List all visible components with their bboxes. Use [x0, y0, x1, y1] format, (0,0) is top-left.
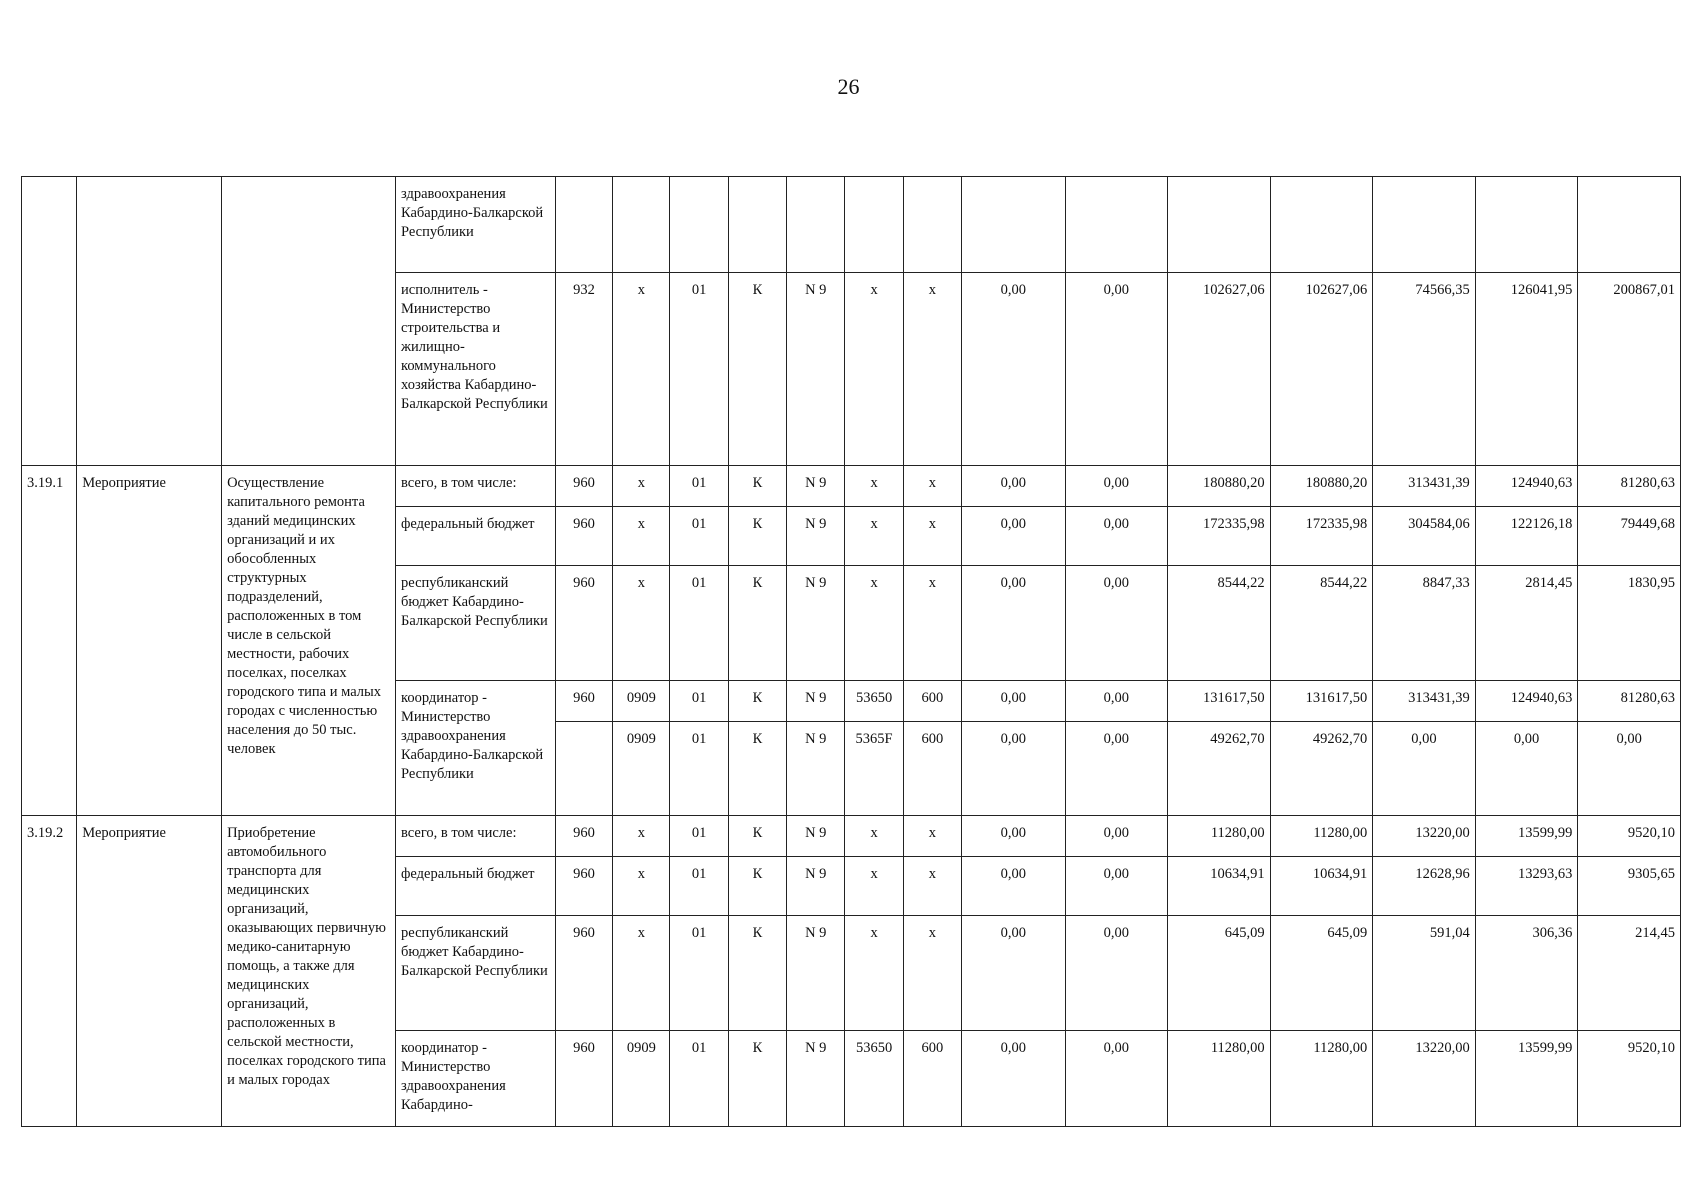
item-type: Мероприятие — [77, 466, 222, 816]
value-cell: 13220,00 — [1373, 1031, 1476, 1127]
code-cell: 960 — [555, 466, 612, 507]
responsible-cell: здравоохранения Кабардино-Балкарской Республики — [396, 177, 556, 273]
value-cell: 124940,63 — [1475, 466, 1578, 507]
value-cell: 0,00 — [1065, 857, 1168, 916]
code-cell: К — [728, 273, 786, 466]
code-cell: x — [845, 507, 903, 566]
code-cell: 01 — [670, 507, 728, 566]
value-cell: 49262,70 — [1168, 722, 1271, 816]
value-cell: 1830,95 — [1578, 566, 1681, 681]
responsible-cell: исполнитель - Министерство строительства и жилищно-коммунального хозяйства Кабардино-Балкарской Республики — [396, 273, 556, 466]
code-cell: x — [903, 507, 961, 566]
code-cell: 932 — [555, 273, 612, 466]
value-cell: 12628,96 — [1373, 857, 1476, 916]
code-cell: N 9 — [787, 816, 845, 857]
code-cell: N 9 — [787, 916, 845, 1031]
value-cell: 9520,10 — [1578, 1031, 1681, 1127]
value-cell: 13220,00 — [1373, 816, 1476, 857]
code-cell: 960 — [555, 681, 612, 722]
value-cell: 122126,18 — [1475, 507, 1578, 566]
value-cell: 0,00 — [1065, 816, 1168, 857]
code-cell: 53650 — [845, 1031, 903, 1127]
code-cell: x — [845, 273, 903, 466]
value-cell: 0,00 — [1065, 273, 1168, 466]
code-cell: x — [613, 566, 670, 681]
item-number: 3.19.2 — [22, 816, 77, 1127]
code-cell: x — [845, 916, 903, 1031]
code-cell: x — [903, 466, 961, 507]
value-cell: 645,09 — [1270, 916, 1373, 1031]
code-cell: 01 — [670, 273, 728, 466]
value-cell: 0,00 — [962, 722, 1066, 816]
value-cell: 645,09 — [1168, 916, 1271, 1031]
value-cell: 11280,00 — [1270, 816, 1373, 857]
code-cell: x — [845, 566, 903, 681]
value-cell: 304584,06 — [1373, 507, 1476, 566]
name-cell — [222, 177, 396, 466]
code-cell: 01 — [670, 681, 728, 722]
code-cell: x — [845, 816, 903, 857]
code-cell: 01 — [670, 857, 728, 916]
code-cell: x — [613, 273, 670, 466]
value-cell: 0,00 — [962, 273, 1066, 466]
value-cell: 13599,99 — [1475, 1031, 1578, 1127]
value-cell: 8544,22 — [1270, 566, 1373, 681]
code-cell: 01 — [670, 466, 728, 507]
value-cell: 0,00 — [1065, 507, 1168, 566]
value-cell: 11280,00 — [1168, 1031, 1271, 1127]
value-cell: 131617,50 — [1168, 681, 1271, 722]
value-cell: 8847,33 — [1373, 566, 1476, 681]
value-cell: 0,00 — [1578, 722, 1681, 816]
code-cell: x — [845, 857, 903, 916]
value-cell: 0,00 — [962, 1031, 1066, 1127]
value-cell: 200867,01 — [1578, 273, 1681, 466]
item-number: 3.19.1 — [22, 466, 77, 816]
value-cell: 313431,39 — [1373, 466, 1476, 507]
value-cell: 8544,22 — [1168, 566, 1271, 681]
code-cell: 0909 — [613, 722, 670, 816]
code-cell: 0909 — [613, 681, 670, 722]
code-cell: К — [728, 916, 786, 1031]
value-cell: 172335,98 — [1168, 507, 1271, 566]
value-cell: 0,00 — [962, 816, 1066, 857]
responsible-cell: всего, в том числе: — [396, 816, 556, 857]
value-cell: 10634,91 — [1270, 857, 1373, 916]
code-cell: N 9 — [787, 507, 845, 566]
value-cell: 180880,20 — [1270, 466, 1373, 507]
code-cell: N 9 — [787, 466, 845, 507]
code-cell: 960 — [555, 1031, 612, 1127]
value-cell: 591,04 — [1373, 916, 1476, 1031]
value-cell: 11280,00 — [1270, 1031, 1373, 1127]
code-cell: К — [728, 566, 786, 681]
code-cell: К — [728, 857, 786, 916]
code-cell: x — [613, 466, 670, 507]
code-cell: 960 — [555, 816, 612, 857]
value-cell: 2814,45 — [1475, 566, 1578, 681]
responsible-cell: федеральный бюджет — [396, 857, 556, 916]
code-cell: 960 — [555, 566, 612, 681]
code-cell: x — [613, 916, 670, 1031]
code-cell: К — [728, 507, 786, 566]
value-cell: 0,00 — [962, 681, 1066, 722]
code-cell: N 9 — [787, 273, 845, 466]
value-cell: 10634,91 — [1168, 857, 1271, 916]
value-cell: 74566,35 — [1373, 273, 1476, 466]
code-cell: x — [613, 857, 670, 916]
value-cell: 0,00 — [1065, 566, 1168, 681]
value-cell: 126041,95 — [1475, 273, 1578, 466]
value-cell: 124940,63 — [1475, 681, 1578, 722]
code-cell: 5365F — [845, 722, 903, 816]
responsible-cell: республиканский бюджет Кабардино-Балкарской Республики — [396, 566, 556, 681]
code-cell: x — [845, 466, 903, 507]
value-cell: 81280,63 — [1578, 466, 1681, 507]
code-cell: x — [613, 507, 670, 566]
value-cell: 49262,70 — [1270, 722, 1373, 816]
code-cell: x — [613, 816, 670, 857]
value-cell: 79449,68 — [1578, 507, 1681, 566]
page-number: 26 — [837, 74, 860, 99]
table-row — [22, 466, 1681, 507]
type-cell — [77, 177, 222, 466]
value-cell: 0,00 — [962, 857, 1066, 916]
item-name: Приобретение автомобильного транспорта для медицинских организаций, оказывающих первичную медико-санитарную помощь, а также для медицинских организаций, расположенных в сельской местности, поселках городского типа и малых городах — [222, 816, 396, 1127]
code-cell: 600 — [903, 681, 961, 722]
value-cell: 0,00 — [1065, 1031, 1168, 1127]
value-cell: 13599,99 — [1475, 816, 1578, 857]
code-cell: 960 — [555, 916, 612, 1031]
responsible-cell: республиканский бюджет Кабардино-Балкарской Республики — [396, 916, 556, 1031]
value-cell: 0,00 — [962, 466, 1066, 507]
code-cell: К — [728, 816, 786, 857]
value-cell: 172335,98 — [1270, 507, 1373, 566]
value-cell: 180880,20 — [1168, 466, 1271, 507]
item-type: Мероприятие — [77, 816, 222, 1127]
code-cell: 960 — [555, 507, 612, 566]
code-cell: x — [903, 916, 961, 1031]
code-cell: N 9 — [787, 566, 845, 681]
value-cell: 131617,50 — [1270, 681, 1373, 722]
value-cell: 306,36 — [1475, 916, 1578, 1031]
code-cell: 01 — [670, 722, 728, 816]
value-cell: 0,00 — [1065, 681, 1168, 722]
code-cell: К — [728, 722, 786, 816]
responsible-cell: всего, в том числе: — [396, 466, 556, 507]
code-cell: К — [728, 466, 786, 507]
code-cell: N 9 — [787, 722, 845, 816]
responsible-cell: федеральный бюджет — [396, 507, 556, 566]
value-cell: 13293,63 — [1475, 857, 1578, 916]
item-name: Осуществление капитального ремонта зданий медицинских организаций и их обособленных структурных подразделений, расположенных в том числе в сельской местности, рабочих поселках, поселках городского типа и малых городах с численностью населения до 50 тыс. человек — [222, 466, 396, 816]
code-cell: К — [728, 681, 786, 722]
code-cell: 600 — [903, 1031, 961, 1127]
value-cell: 0,00 — [962, 916, 1066, 1031]
responsible-cell: координатор - Министерство здравоохранения Кабардино-Балкарской Республики — [396, 681, 556, 816]
value-cell: 0,00 — [962, 507, 1066, 566]
code-cell: 600 — [903, 722, 961, 816]
value-cell: 214,45 — [1578, 916, 1681, 1031]
value-cell: 0,00 — [1065, 722, 1168, 816]
code-cell: К — [728, 1031, 786, 1127]
code-cell: N 9 — [787, 1031, 845, 1127]
code-cell: 01 — [670, 566, 728, 681]
value-cell: 102627,06 — [1168, 273, 1271, 466]
value-cell: 11280,00 — [1168, 816, 1271, 857]
value-cell: 102627,06 — [1270, 273, 1373, 466]
budget-table — [21, 176, 1681, 1127]
value-cell: 0,00 — [962, 566, 1066, 681]
code-cell — [555, 722, 612, 816]
value-cell: 9520,10 — [1578, 816, 1681, 857]
code-cell: x — [903, 816, 961, 857]
code-cell: 53650 — [845, 681, 903, 722]
code-cell: 960 — [555, 857, 612, 916]
code-cell: N 9 — [787, 857, 845, 916]
code-cell: 01 — [670, 1031, 728, 1127]
value-cell: 313431,39 — [1373, 681, 1476, 722]
code-cell: x — [903, 566, 961, 681]
value-cell: 9305,65 — [1578, 857, 1681, 916]
table-row — [22, 177, 1681, 273]
code-cell: 01 — [670, 916, 728, 1031]
code-cell: x — [903, 857, 961, 916]
responsible-cell: координатор - Министерство здравоохранения Кабардино- — [396, 1031, 556, 1127]
code-cell: x — [903, 273, 961, 466]
value-cell: 0,00 — [1373, 722, 1476, 816]
table-row — [22, 816, 1681, 857]
num-cell — [22, 177, 77, 466]
value-cell: 0,00 — [1065, 466, 1168, 507]
code-cell: 0909 — [613, 1031, 670, 1127]
value-cell: 0,00 — [1065, 916, 1168, 1031]
value-cell: 81280,63 — [1578, 681, 1681, 722]
code-cell: N 9 — [787, 681, 845, 722]
code-cell: 01 — [670, 816, 728, 857]
value-cell: 0,00 — [1475, 722, 1578, 816]
